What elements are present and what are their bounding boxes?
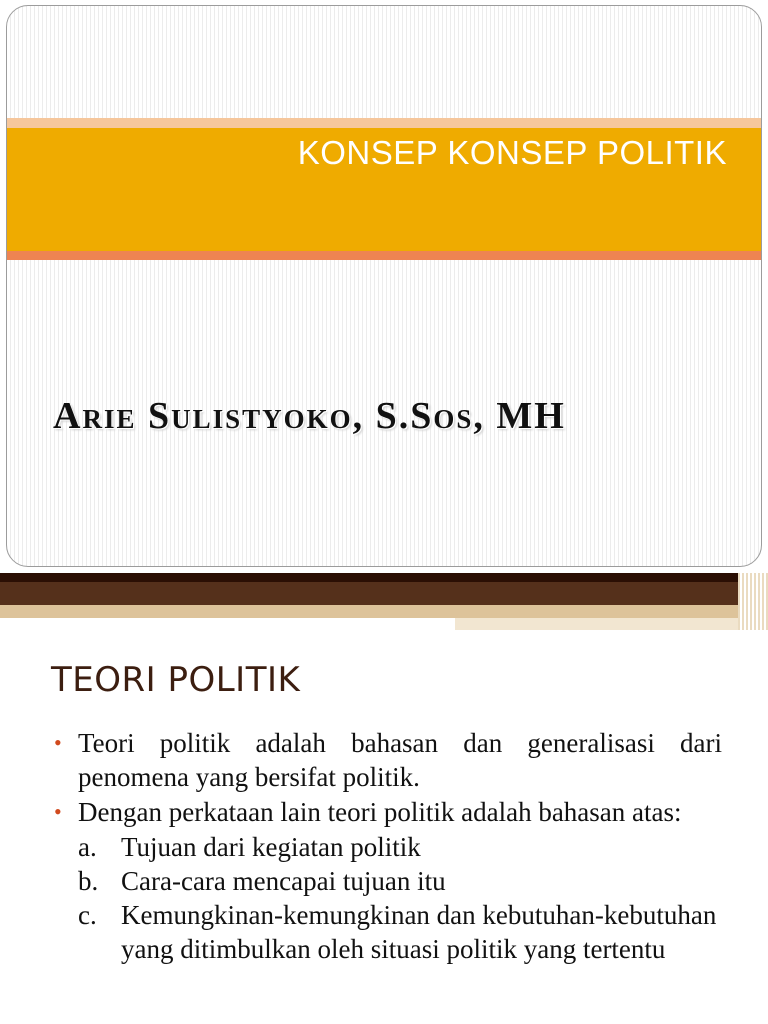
sub-list-item	[52, 830, 722, 864]
title-band-highlight	[7, 118, 761, 128]
header-stripe-pattern	[738, 573, 768, 630]
author-subtitle: Arie Sulistyoko, S.Sos, MH	[53, 395, 566, 437]
bullet-icon: •	[54, 799, 62, 824]
sub-list-marker: c.	[78, 900, 97, 930]
sub-list-item	[52, 898, 722, 966]
slide-title: KONSEP KONSEP POLITIK	[297, 134, 727, 171]
bullet-icon: •	[54, 730, 62, 755]
bullet-text: Dengan perkataan lain teori politik adalah bahasan atas:	[78, 797, 682, 827]
bullet-item	[52, 795, 722, 829]
sub-list-marker: b.	[78, 866, 99, 896]
sub-list-text: Cara-cara mencapai tujuan itu	[121, 866, 446, 896]
sub-list-text: Kemungkinan-kemungkinan dan kebutuhan-kebutuhan yang ditimbulkan oleh situasi politik yang tertentu	[121, 900, 717, 964]
content-slide	[0, 573, 768, 1024]
header-dark-bar	[0, 573, 768, 582]
header-brown-bar	[0, 582, 768, 605]
sub-list-text: Tujuan dari kegiatan politik	[121, 832, 421, 862]
content-slide-title: TEORI POLITIK	[51, 660, 301, 700]
header-accent-bar	[0, 605, 768, 618]
title-slide	[6, 5, 762, 567]
header-accent-bar-light	[455, 618, 768, 630]
sub-list-item	[52, 864, 722, 898]
bullet-text: Teori politik adalah bahasan dan generalisasi dari penomena yang bersifat politik.	[78, 728, 722, 792]
sub-list-marker: a.	[78, 832, 97, 862]
title-band-stripe	[7, 251, 761, 260]
bullet-item	[52, 726, 722, 794]
content-body	[52, 726, 722, 966]
